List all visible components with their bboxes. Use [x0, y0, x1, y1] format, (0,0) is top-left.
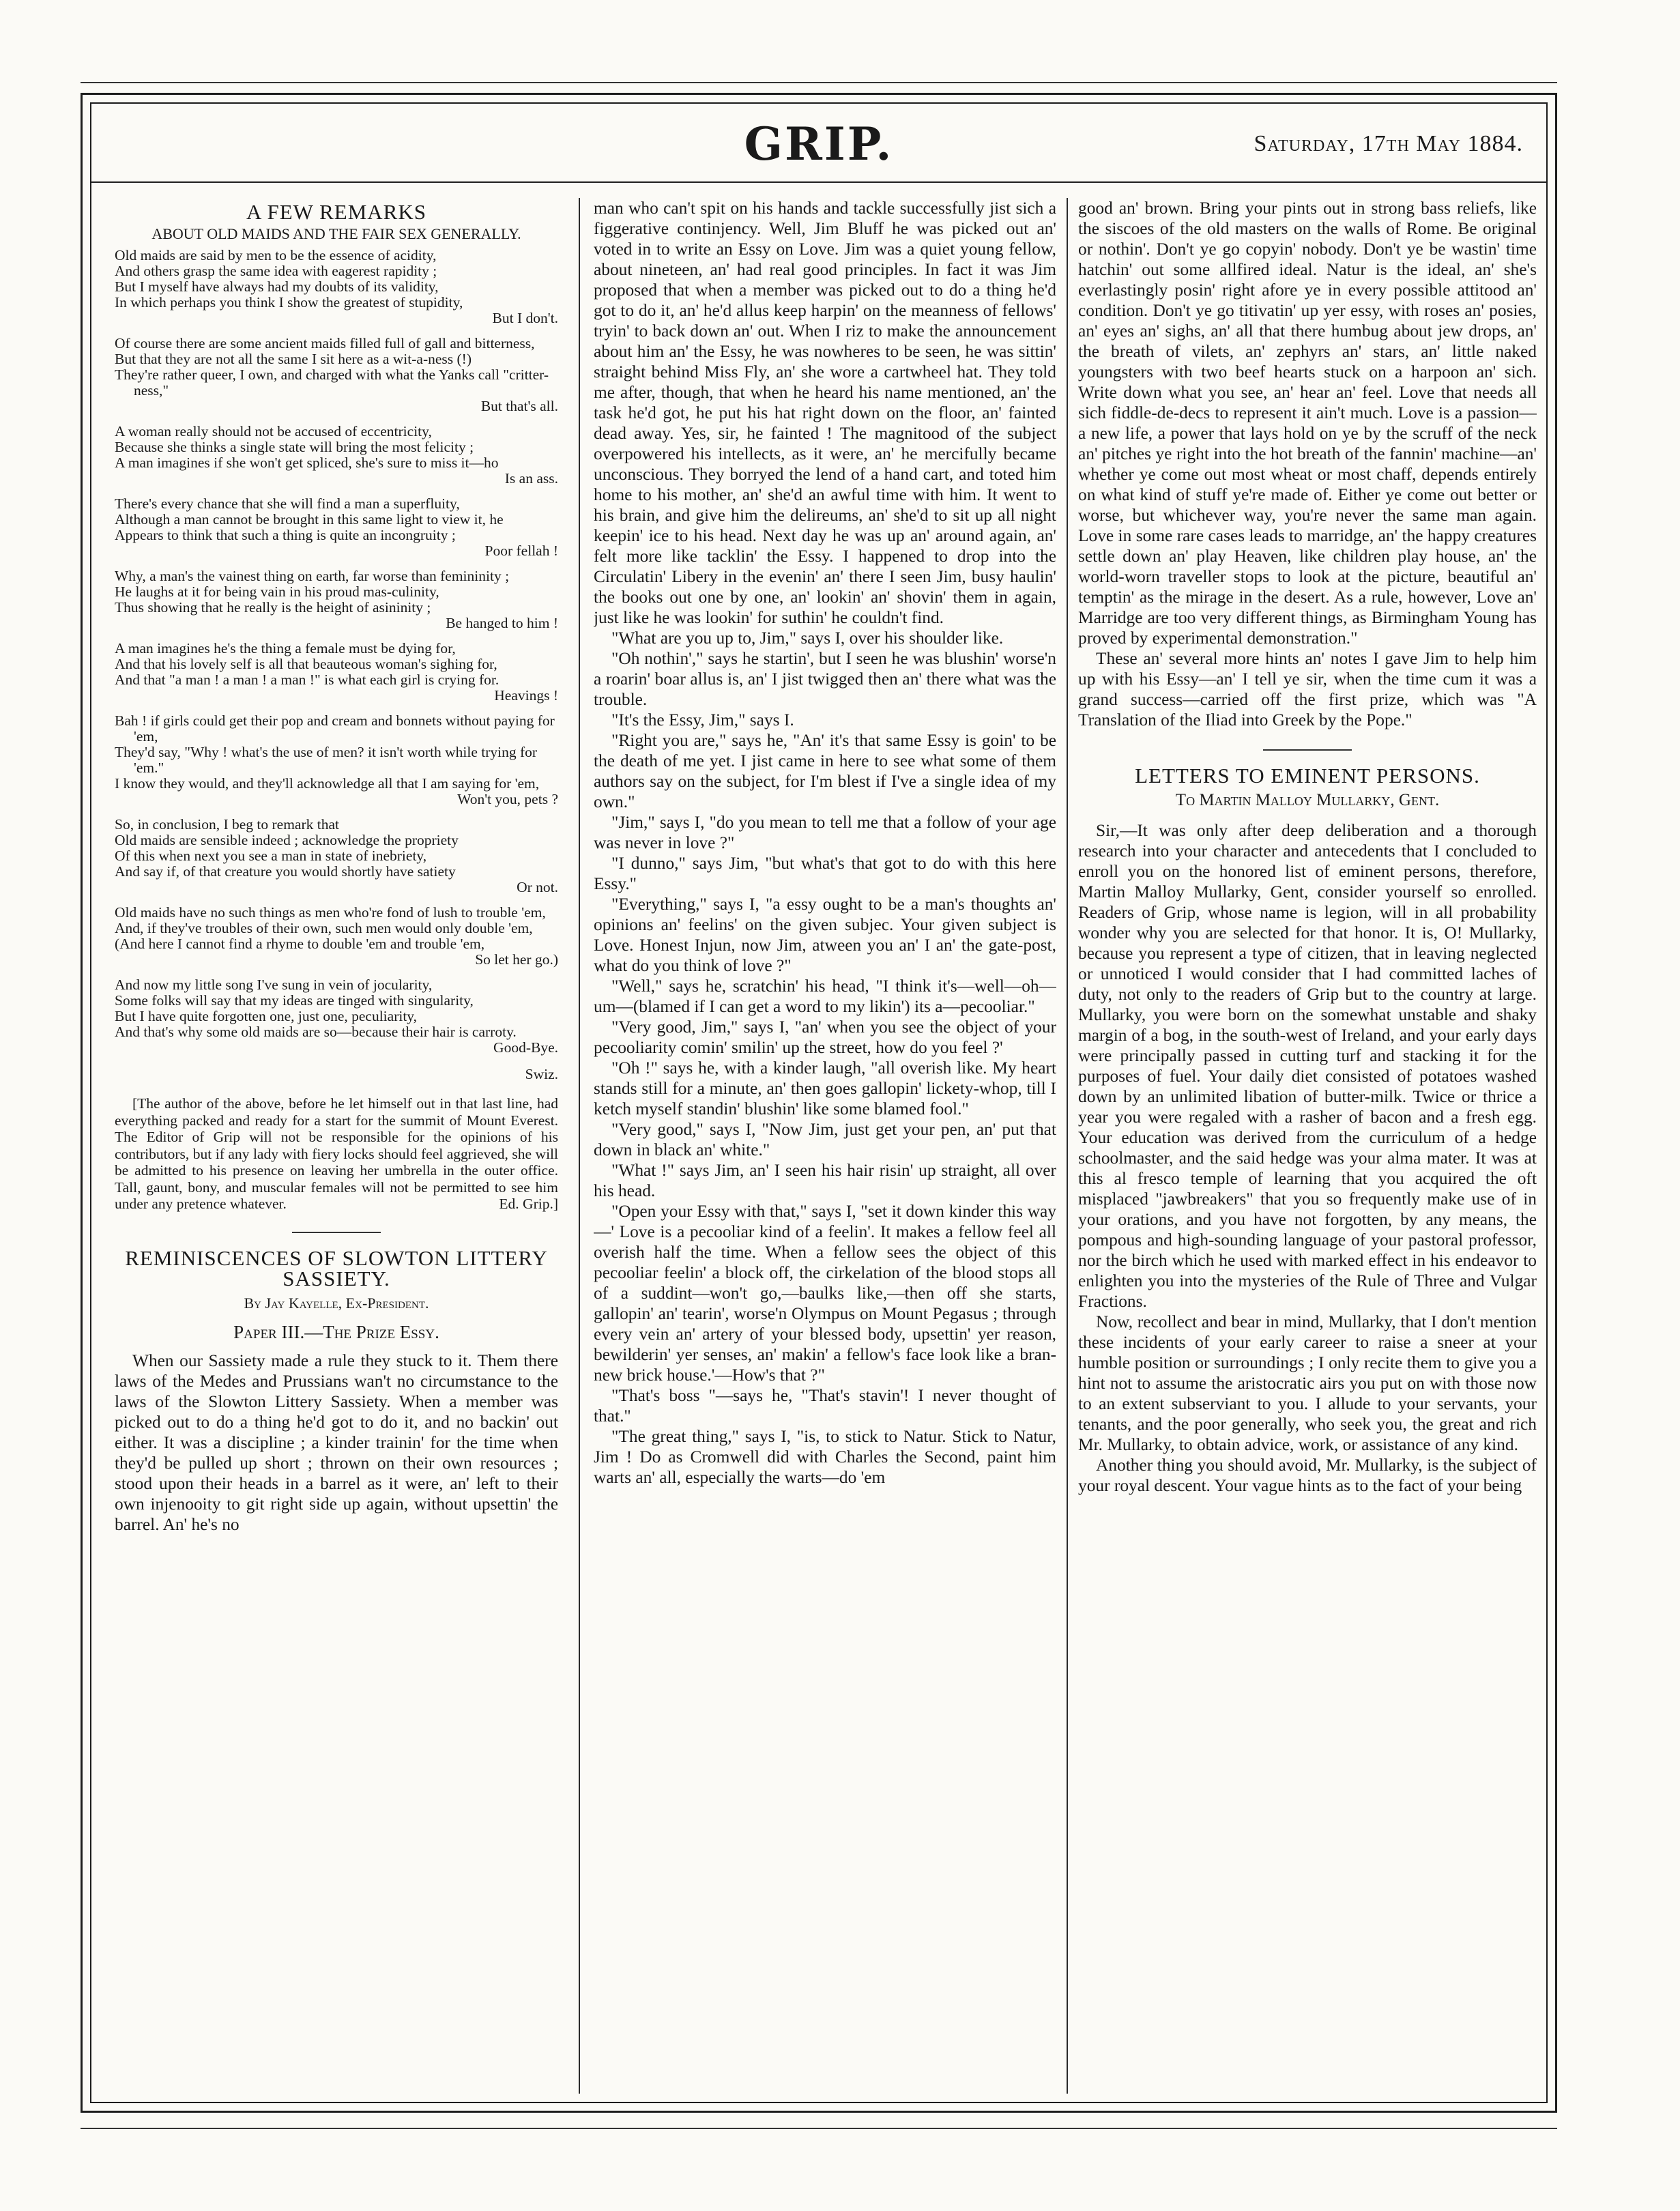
top-rule — [81, 82, 1557, 83]
poem-line: And that's why some old maids are so—because their hair is carroty. — [115, 1024, 517, 1040]
paragraph: These an' several more hints an' notes I gave Jim to help him up with his Essy—an' I tell ye sir, when the time cum it was a grand success—carried off the first prize, which was "A Translation of the Iliad into Greek by the Pope." — [1078, 649, 1537, 729]
poem-line: Bah ! if girls could get their pop and cream and bonnets without paying for 'em, — [115, 712, 555, 745]
editor-note — [115, 1095, 558, 1213]
paragraph: "Very good, Jim," says I, "an' when you see the object of your pecooliarity comin' smilin' up the street, how do you feel ?' — [594, 1017, 1056, 1057]
section-separator — [292, 1232, 381, 1233]
poem-line: There's every chance that she will find a man a superfluity, — [115, 495, 460, 512]
paragraph: "Very good," says I, "Now Jim, just get your pen, an' put that down in black an' white." — [594, 1120, 1056, 1159]
poem-line: And, if they've troubles of their own, such men would only double 'em, — [115, 920, 533, 936]
poem-refrain: Poor fellah ! — [484, 543, 558, 559]
poem-line: Old maids have no such things as men who're fond of lush to trouble 'em, — [115, 904, 546, 921]
poem-refrain: But that's all. — [480, 398, 558, 414]
poem-line: (And here I cannot find a rhyme to double 'em and trouble 'em, — [115, 936, 485, 952]
paragraph: Sir,—It was only after deep deliberation and a thorough research into your character and antecedents that I concluded to enroll you on the honored list of eminent persons, therefore, Martin Malloy Mullarky, Gent, consider yourself so enrolled. Readers of Grip, whose name is legion, will in all probability wonder why you are selected for that honor. It is, O! Mullarky, because you represent a type of citizen, that in leaving neglected or unnoticed I would consider that I had committed laches of duty, not only to the readers of Grip but to the country at large. Mullarky, you were born on the somewhat unstable and shaky margin of a bog, in the south-west of Ireland, and your early days were principally passed in cutting turf and stacking it for the purposes of fuel. Your daily diet consisted of potatoes washed down by an unlimited libation of butter-milk. Twice or thrice a year you were regaled with a rasher of bacon and a fresh egg. Your education was derived from the curriculum of a hedge schoolmaster, and the said hedge was your alma mater. It was at this al fresco temple of learning that you acquired the oft misplaced "jawbreakers" that you so frequently make use of in your orations, and you have not forgotten, by any means, the pompous and high-sounding language of your pastoral professor, nor the birch which he used with marked effect in his endeavor to enlighten you into the mysteries of the Rule of Three and Vulgar Fractions. — [1078, 821, 1537, 1311]
paragraph: "It's the Essy, Jim," says I. — [611, 710, 794, 729]
letters-title: LETTERS TO EMINENT PERSONS. — [1135, 764, 1480, 787]
poem-refrain: Won't you, pets ? — [457, 791, 558, 807]
poem-line: Why, a man's the vainest thing on earth, far worse than femininity ; — [115, 568, 510, 584]
poem-line: I know they would, and they'll acknowledge all that I am saying for 'em, — [115, 775, 540, 792]
paragraph: "Oh !" says he, with a kinder laugh, "all overish like. My heart stands still for a minute, an' then goes gallopin' lickety-whop, till I ketch myself standin' blushin' like some blamed fool." — [594, 1058, 1056, 1118]
poem-line: A man imagines he's the thing a female must be dying for, — [115, 640, 456, 656]
poem-line: And that "a man ! a man ! a man !" is what each girl is crying for. — [115, 671, 499, 688]
paragraph: man who can't spit on his hands and tackle successfully jist sich a figgerative continjency. Well, Jim Bluff he was picked out an' voted in to write an Essy on Love. Jim was a quiet young fellow, about nineteen, an' had real good principles. In fact it was Jim proposed that when a member was picked out to do a thing he'd got to do it, an' he'd allus keep harpin' on the meanness of fellows' tryin' to back down an' out. When I riz to make the announcement about him an' the Essy, he was nowheres to be seen, he was sittin' straight behind Miss Fly, an' she wore a cartwheel hat. They told me after, though, that when he heard his name mentioned, an' the task he'd got, he put his hat right down on the floor, an' fainted dead away. Yes, sir, he fainted ! The magnitood of the subject overpowered his intellects, as it were, an' he mercifully became unconscious. They borryed the lend of a hand cart, and toted him home to his mother, an' she'd an awful time with him. It went to his brain, and give him the delireums, an' she'd to sit up all night keepin' ice to his head. Next day he was up an' around again, an' felt more like tacklin' the Essy. I happened to drop into the Circulatin' Libery in the evenin' an' there I seen Jim, busy haulin' the books out one by one, an' lookin' an' shovin' them in again, just like he was lookin' for suthin' he couldn't find. — [594, 199, 1056, 627]
article-paragraph: When our Sassiety made a rule they stuck to it. Them there laws of the Medes and Prussians wan't no circumstance to the laws of the Slowton Littery Sassiety. When a member was picked out to do a thing he'd got to do it, and no backin' out either. It was a discipline ; a kinder trainin' for the time when they'd be pulled up short ; thrown on their own resources ; stood upon their heads in a barrel as it were, an' left to their own injenooity to git right side up again, without upsettin' the barrel. An' he's no — [115, 1350, 558, 1534]
issue-date: Saturday, 17th May 1884. — [1254, 131, 1523, 156]
poem-line: And that his lovely self is all that beauteous woman's sighing for, — [115, 656, 497, 672]
paragraph: "What are you up to, Jim," says I, over his shoulder like. — [611, 628, 1004, 648]
paragraph: "Jim," says I, "do you mean to tell me that a follow of your age was never in love ?" — [594, 813, 1056, 852]
poem-line: They're rather queer, I own, and charged with what the Yanks call "critter-ness," — [115, 366, 549, 399]
column-2 — [594, 198, 1056, 2095]
poem-line: Thus showing that he really is the height of asininity ; — [115, 599, 431, 616]
paragraph: "Right you are," says he, "An' it's that same Essy is goin' to be the death of me yet. I jist came in here to see what some of them authors say on the subject, for I'm blest if I've a single idea of my own." — [594, 731, 1056, 811]
poem-line: But I myself have always had my doubts of its validity, — [115, 278, 439, 295]
poem-line: And others grasp the same idea with eagerest rapidity ; — [115, 263, 437, 279]
poem-line: They'd say, "Why ! what's the use of men? it isn't worth while trying for 'em." — [115, 744, 538, 776]
poem-line: Appears to think that such a thing is quite an incongruity ; — [115, 527, 456, 543]
poem-refrain: Or not. — [517, 879, 558, 895]
poem-refrain: Is an ass. — [504, 470, 558, 487]
poem-line: And say if, of that creature you would shortly have satiety — [115, 863, 456, 880]
byline: By Jay Kayelle, Ex-President. — [244, 1294, 429, 1312]
poem-line: A woman really should not be accused of eccentricity, — [115, 423, 432, 439]
paragraph: "The great thing," says I, "is, to stick to Natur. Stick to Natur, Jim ! Do as Cromwell did with Charles the Second, paint him warts an' all, especially the warts—do 'em — [594, 1427, 1056, 1487]
poem-title: A FEW REMARKS — [246, 200, 426, 224]
poem-refrain: Heavings ! — [494, 687, 558, 704]
poem-line: Old maids are sensible indeed ; acknowledge the propriety — [115, 832, 459, 848]
poem-line: A man imagines if she won't get spliced, she's sure to miss it—ho — [115, 454, 499, 471]
poem-refrain: So let her go.) — [475, 951, 558, 968]
poem-refrain: Good-Bye. — [493, 1039, 558, 1056]
paragraph: "Oh nothin'," says he startin', but I seen he was blushin' worse'n a roarin' boar allus is, an' I jist twigged then an' there what was the trouble. — [594, 649, 1056, 709]
page-header — [90, 102, 1548, 183]
poem — [115, 248, 558, 1056]
paragraph: "Well," says he, scratchin' his head, "I think it's—well—oh—um—(blamed if I can get a word to my likin') its a—pecooliar." — [594, 977, 1056, 1016]
poem-line: Of course there are some ancient maids filled full of gall and bitterness, — [115, 335, 535, 351]
poem-line: And now my little song I've sung in vein of jocularity, — [115, 977, 433, 993]
poem-line: But that they are not all the same I sit here as a wit-a-ness (!) — [115, 351, 472, 367]
poem-refrain: But I don't. — [492, 310, 558, 326]
paragraph: good an' brown. Bring your pints out in strong bass reliefs, like the siscoes of the old masters on the walls of Rome. Be original or nothin'. Don't ye go copyin' nobody. Don't ye be wastin' time hatchin' out some allfired ideal. Natur is the ideal, an' she's everlastingly posin' right afore ye in every possible attitood an' condition. Don't ye go titivatin' up yer essy, with roses an' posies, an' eyes an' sighs, an' all that there humbug about jew drops, an' the breath of vilets, an' zephyrs an' stars, an' little naked youngsters with two beef hearts stuck on a harpoon an' sich. Write down what you see, an' hear an' feel. Love that needs all sich fiddle-de-decs to represent it ain't much. Love is a passion—a new life, a power that lays hold on ye by the scruff of the neck an' pitches ye right into the hot breath of the fannin' machine—an' whether ye come out most wheat or most chaff, depends entirely on what kind of stuff ye're made of. Either ye come out better or worse, but whichever way, you're never the same man again. Love in some rare cases leads to marridge, an' the happy creatures settle down an' play Heaven, like children play house, an' the world-worn traveller stops to look at the picture, beautiful an' temptin' as the mirage in the desert. As a rule, however, Love an' Marridge are too very different things, as Birmingham Young has proved by experimental demonstration." — [1078, 199, 1537, 648]
poem-line: Because she thinks a single state will bring the most felicity ; — [115, 439, 474, 455]
column-3 — [1078, 198, 1537, 2095]
letter-addressee: To Martin Malloy Mullarky, Gent. — [1175, 791, 1440, 809]
letter-body — [1078, 820, 1537, 1496]
poem-line: Although a man cannot be brought in this same light to view it, he — [115, 511, 504, 528]
editor-note-signature: Ed. Grip.] — [499, 1196, 558, 1212]
poem-line: Some folks will say that my ideas are tinged with singularity, — [115, 992, 474, 1009]
paragraph: "Everything," says I, "a essy ought to be a man's thoughts an' opinions an' feelins' on the given subjec. Your given subject is Love. Honest Injun, now Jim, atween you an' I an' the gate-post, what do you think of love ?" — [594, 895, 1056, 975]
poem-signature: Swiz. — [525, 1066, 558, 1082]
column-rule-1 — [579, 198, 580, 2094]
poem-line: Of this when next you see a man in state of inebriety, — [115, 848, 427, 864]
poem-line: So, in conclusion, I beg to remark that — [115, 816, 339, 833]
poem-line: He laughs at it for being vain in his proud mas-culinity, — [115, 583, 439, 600]
paragraph: Another thing you should avoid, Mr. Mullarky, is the subject of your royal descent. Your vague hints as to the fact of your being — [1078, 1456, 1537, 1495]
essay-conclusion — [1078, 198, 1537, 730]
paragraph: Now, recollect and bear in mind, Mullarky, that I don't mention these incidents of your early career to raise a sneer at your humble position or surroundings ; I only recite them to give you a hint not to assume the aristocratic airs you put on with those now to an extent subserviant to you. I allude to your servants, your tenants, and the poor generally, who seek you, the great and rich Mr. Mullarky, to obtain advice, work, or assistance of any kind. — [1078, 1312, 1537, 1454]
section-separator — [1263, 749, 1352, 751]
paragraph: "That's boss "—says he, "That's stavin'! I never thought of that." — [594, 1386, 1056, 1426]
bottom-rule — [81, 2128, 1557, 2129]
poem-subtitle: ABOUT OLD MAIDS AND THE FAIR SEX GENERALLY. — [151, 225, 521, 242]
poem-line: But I have quite forgotten one, just one, peculiarity, — [115, 1008, 418, 1024]
article-title: REMINISCENCES OF SLOWTON LITTERY SASSIETY. — [125, 1245, 548, 1290]
masthead: GRIP. — [744, 117, 894, 171]
poem-refrain: Be hanged to him ! — [446, 615, 558, 631]
poem-line: In which perhaps you think I show the greatest of stupidity, — [115, 294, 463, 310]
paragraph: "Open your Essy with that," says I, "set it down kinder this way—' Love is a pecooliar kind of a feelin'. It makes a fellow feel all overish half the time. When a fellow sees the object of this pecooliar feelin' a block off, the cirkelation of the blood stops all of a suddint—won't go,—baulks like,—then off she starts, gallopin' an' tearin', worse'n Olympus on Mount Pegasus ; through every vein an' artery of your blessed body, upsettin' yer reason, bewilderin' yer senses, an' makin' a fellow's face look like a bran-new brick house.'—How's that ?" — [594, 1202, 1056, 1385]
poem-line: Old maids are said by men to be the essence of acidity, — [115, 247, 437, 263]
column-rule-2 — [1067, 198, 1068, 2094]
editor-note-text: [The author of the above, before he let himself out in that last line, had everything packed and ready for a start for the summit of Mount Everest. The Editor of Grip will not be responsible for the opinions of his contributors, but if any lady with fiery locks should feel aggrieved, she will be admitted to his presence on leaving her umbrella in the outer office. Tall, gaunt, bony, and muscular females will not be permitted to see him under any pretence whatever. — [115, 1095, 558, 1212]
paragraph: "What !" says Jim, an' I seen his hair risin' up straight, all over his head. — [594, 1161, 1056, 1200]
column-1 — [115, 198, 558, 2095]
paragraph: "I dunno," says Jim, "but what's that got to do with this here Essy." — [594, 854, 1056, 893]
paper-heading: Paper III.—The Prize Essy. — [233, 1321, 439, 1342]
